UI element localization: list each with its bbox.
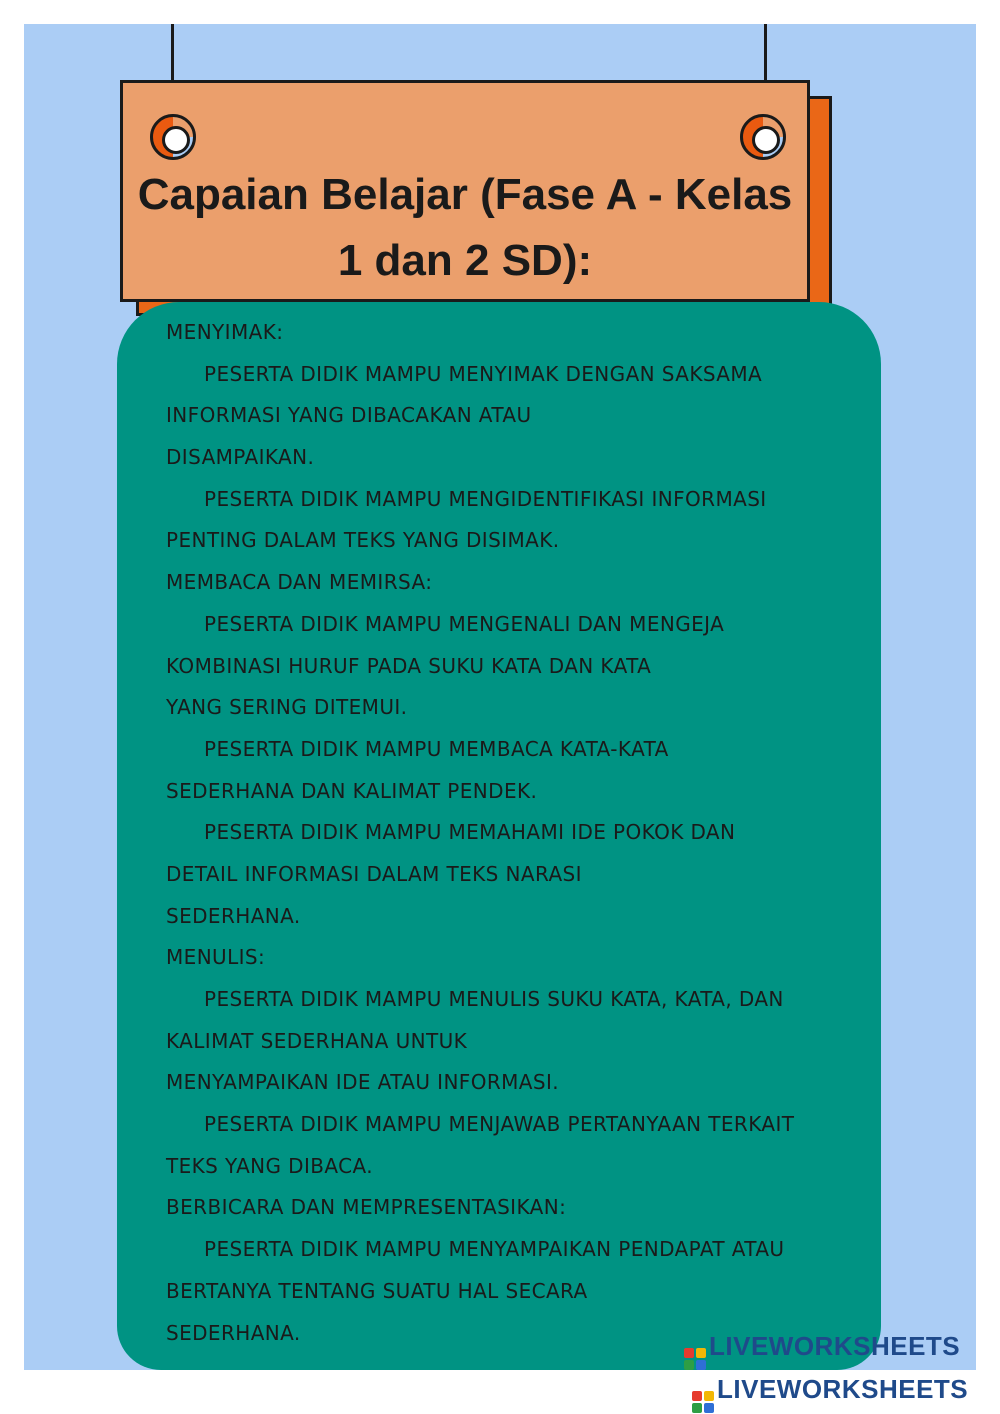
text-line: PESERTA DIDIK MAMPU MENGIDENTIFIKASI INFORMASI bbox=[204, 486, 767, 511]
text-line: TEKS YANG DIBACA. bbox=[166, 1153, 373, 1178]
learning-outcomes-list bbox=[166, 312, 896, 1354]
text-line: PESERTA DIDIK MAMPU MEMAHAMI IDE POKOK DAN bbox=[204, 820, 736, 845]
text-line: PESERTA DIDIK MAMPU MENULIS SUKU KATA, KATA, DAN bbox=[204, 987, 784, 1011]
text-line: SEDERHANA. bbox=[166, 903, 301, 928]
hanging-ring-left-icon bbox=[150, 114, 196, 160]
text-line: PESERTA DIDIK MAMPU MENGENALI DAN MENGEJA bbox=[204, 611, 725, 636]
text-line: DETAIL INFORMASI DALAM TEKS NARASI bbox=[166, 861, 582, 886]
text-line: SEDERHANA DAN KALIMAT PENDEK. bbox=[166, 778, 538, 803]
liveworksheets-watermark bbox=[684, 1331, 960, 1370]
text-line: PESERTA DIDIK MAMPU MEMBACA KATA-KATA bbox=[204, 736, 669, 761]
liveworksheets-logo-icon bbox=[684, 1348, 706, 1370]
text-line: PESERTA DIDIK MAMPU MENYIMAK DENGAN SAKSAMA bbox=[204, 361, 763, 386]
footer-brand-text: LIVEWORKSHEETS bbox=[717, 1374, 969, 1404]
text-line: MENYAMPAIKAN IDE ATAU INFORMASI. bbox=[166, 1070, 560, 1095]
text-line: INFORMASI YANG DIBACAKAN ATAU bbox=[166, 403, 532, 428]
text-line: YANG SERING DITEMUI. bbox=[166, 695, 408, 720]
watermark-text: LIVEWORKSHEETS bbox=[709, 1331, 961, 1361]
text-line: KOMBINASI HURUF PADA SUKU KATA DAN KATA bbox=[166, 653, 652, 678]
hanging-ring-right-icon bbox=[740, 114, 786, 160]
liveworksheets-footer-logo-icon bbox=[692, 1391, 714, 1413]
text-line: PENTING DALAM TEKS YANG DISIMAK. bbox=[166, 528, 560, 553]
text-line: PESERTA DIDIK MAMPU MENYAMPAIKAN PENDAPAT ATAU bbox=[204, 1237, 785, 1262]
text-line: SEDERHANA. bbox=[166, 1320, 301, 1345]
text-line: BERTANYA TENTANG SUATU HAL SECARA bbox=[166, 1278, 588, 1303]
text-line: MENYIMAK: bbox=[166, 320, 284, 344]
text-line: PESERTA DIDIK MAMPU MENJAWAB PERTANYAAN TERKAIT bbox=[204, 1112, 795, 1137]
text-line: MENULIS: bbox=[166, 945, 266, 970]
text-line: MEMBACA DAN MEMIRSA: bbox=[166, 570, 433, 595]
page-title: Capaian Belajar (Fase A - Kelas 1 dan 2 SD): bbox=[137, 170, 793, 285]
text-line: KALIMAT SEDERHANA UNTUK bbox=[166, 1028, 468, 1053]
liveworksheets-footer-brand bbox=[692, 1374, 968, 1413]
text-line: DISAMPAIKAN. bbox=[166, 445, 315, 470]
text-line: BERBICARA DAN MEMPRESENTASIKAN: bbox=[166, 1195, 567, 1220]
